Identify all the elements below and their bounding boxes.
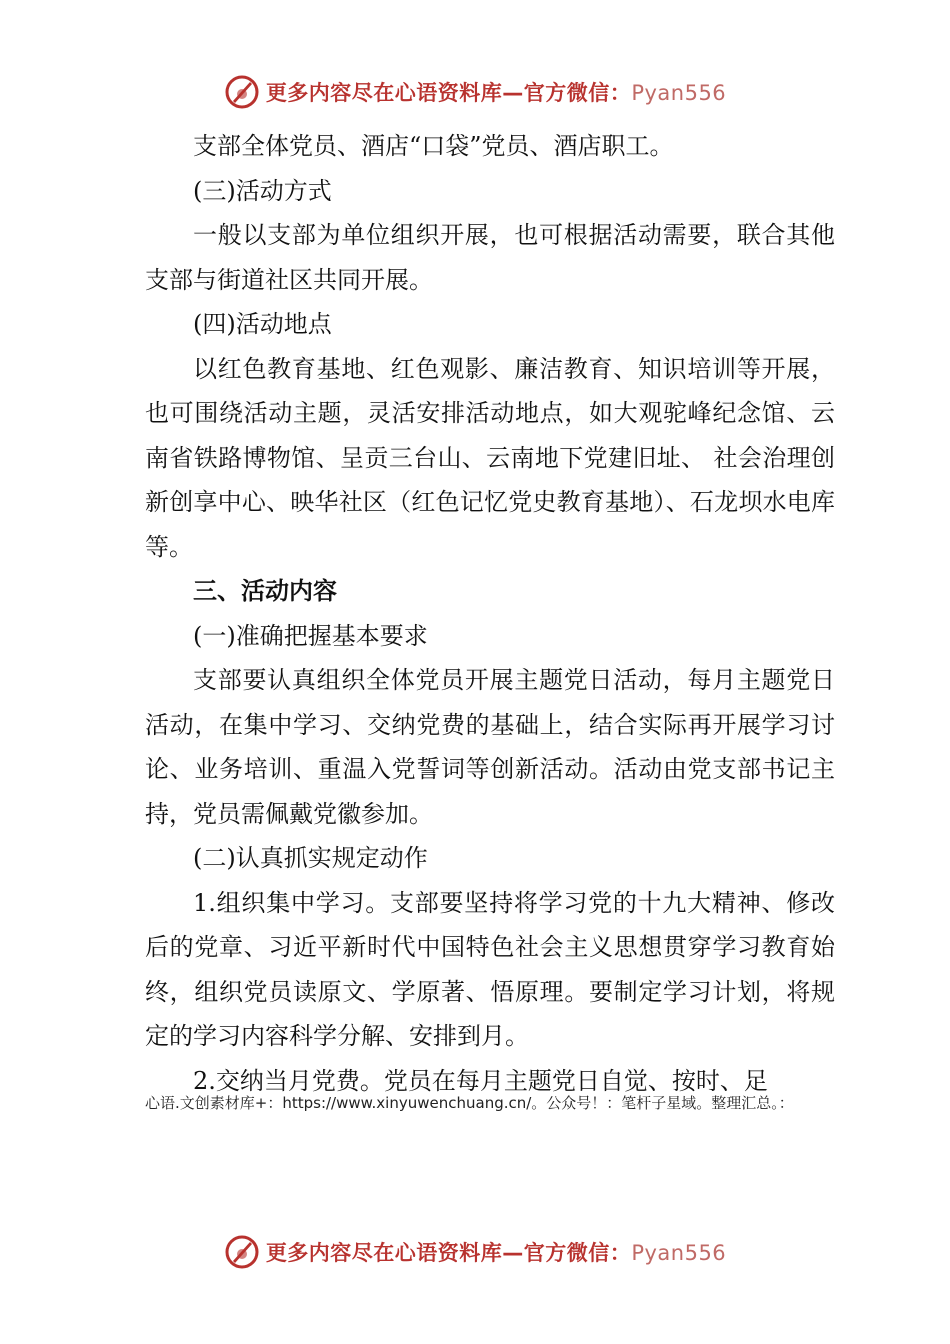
banner-wechat-id: Pyan556 <box>631 81 727 105</box>
header-watermark-banner <box>0 72 950 112</box>
paragraph: 一般以支部为单位组织开展，也可根据活动需要，联合其他支部与街道社区共同开展。 <box>145 221 835 294</box>
banner-text: 更多内容尽在心语资料库—官方微信： <box>265 81 632 105</box>
banner-wechat-id: Pyan556 <box>631 1241 727 1265</box>
paragraph: 支部全体党员、酒店“口袋”党员、酒店职工。 <box>193 132 674 160</box>
paragraph: 1.组织集中学习。支部要坚持将学习党的十九大精神、修改后的党章、习近平新时代中国特色社会主义思想贯穿学习教育始终，组织党员读原文、学原著、悟原理。要制定学习计划，将规定的学习内容科学分解、安排到月。 <box>145 888 835 1050</box>
footer-watermark-banner <box>0 1232 950 1272</box>
subheading: (四)活动地点 <box>193 310 332 338</box>
document-body <box>145 124 835 1103</box>
section-heading: 三、活动内容 <box>193 577 337 605</box>
paragraph: 2.交纳当月党费。党员在每月主题党日自觉、按时、足 <box>193 1066 768 1095</box>
quill-seal-logo-icon <box>224 1234 260 1270</box>
footnote-source: 心语.文创素材库+：https://www.xinyuwenchuang.cn/。公众号！：笔杆子星域。整理汇总。： <box>145 1094 794 1112</box>
banner-text: 更多内容尽在心语资料库—官方微信： <box>265 1241 632 1265</box>
quill-seal-logo-icon <box>224 74 260 110</box>
subheading: (三)活动方式 <box>193 176 332 205</box>
subheading: (二)认真抓实规定动作 <box>193 844 428 872</box>
paragraph: 支部要认真组织全体党员开展主题党日活动，每月主题党日活动，在集中学习、交纳党费的基础上，结合实际再开展学习讨论、业务培训、重温入党誓词等创新活动。活动由党支部书记主持，党员需佩戴党徽参加。 <box>145 666 835 828</box>
paragraph: 以红色教育基地、红色观影、廉洁教育、知识培训等开展，也可围绕活动主题，灵活安排活动地点，如大观驼峰纪念馆、云南省铁路博物馆、呈贡三台山、云南地下党建旧址、 社会治理创新创享中心、映华社区（红色记忆党史教育基地）、石龙坝水电库等。 <box>145 354 835 561</box>
subheading: (一)准确把握基本要求 <box>193 621 428 650</box>
